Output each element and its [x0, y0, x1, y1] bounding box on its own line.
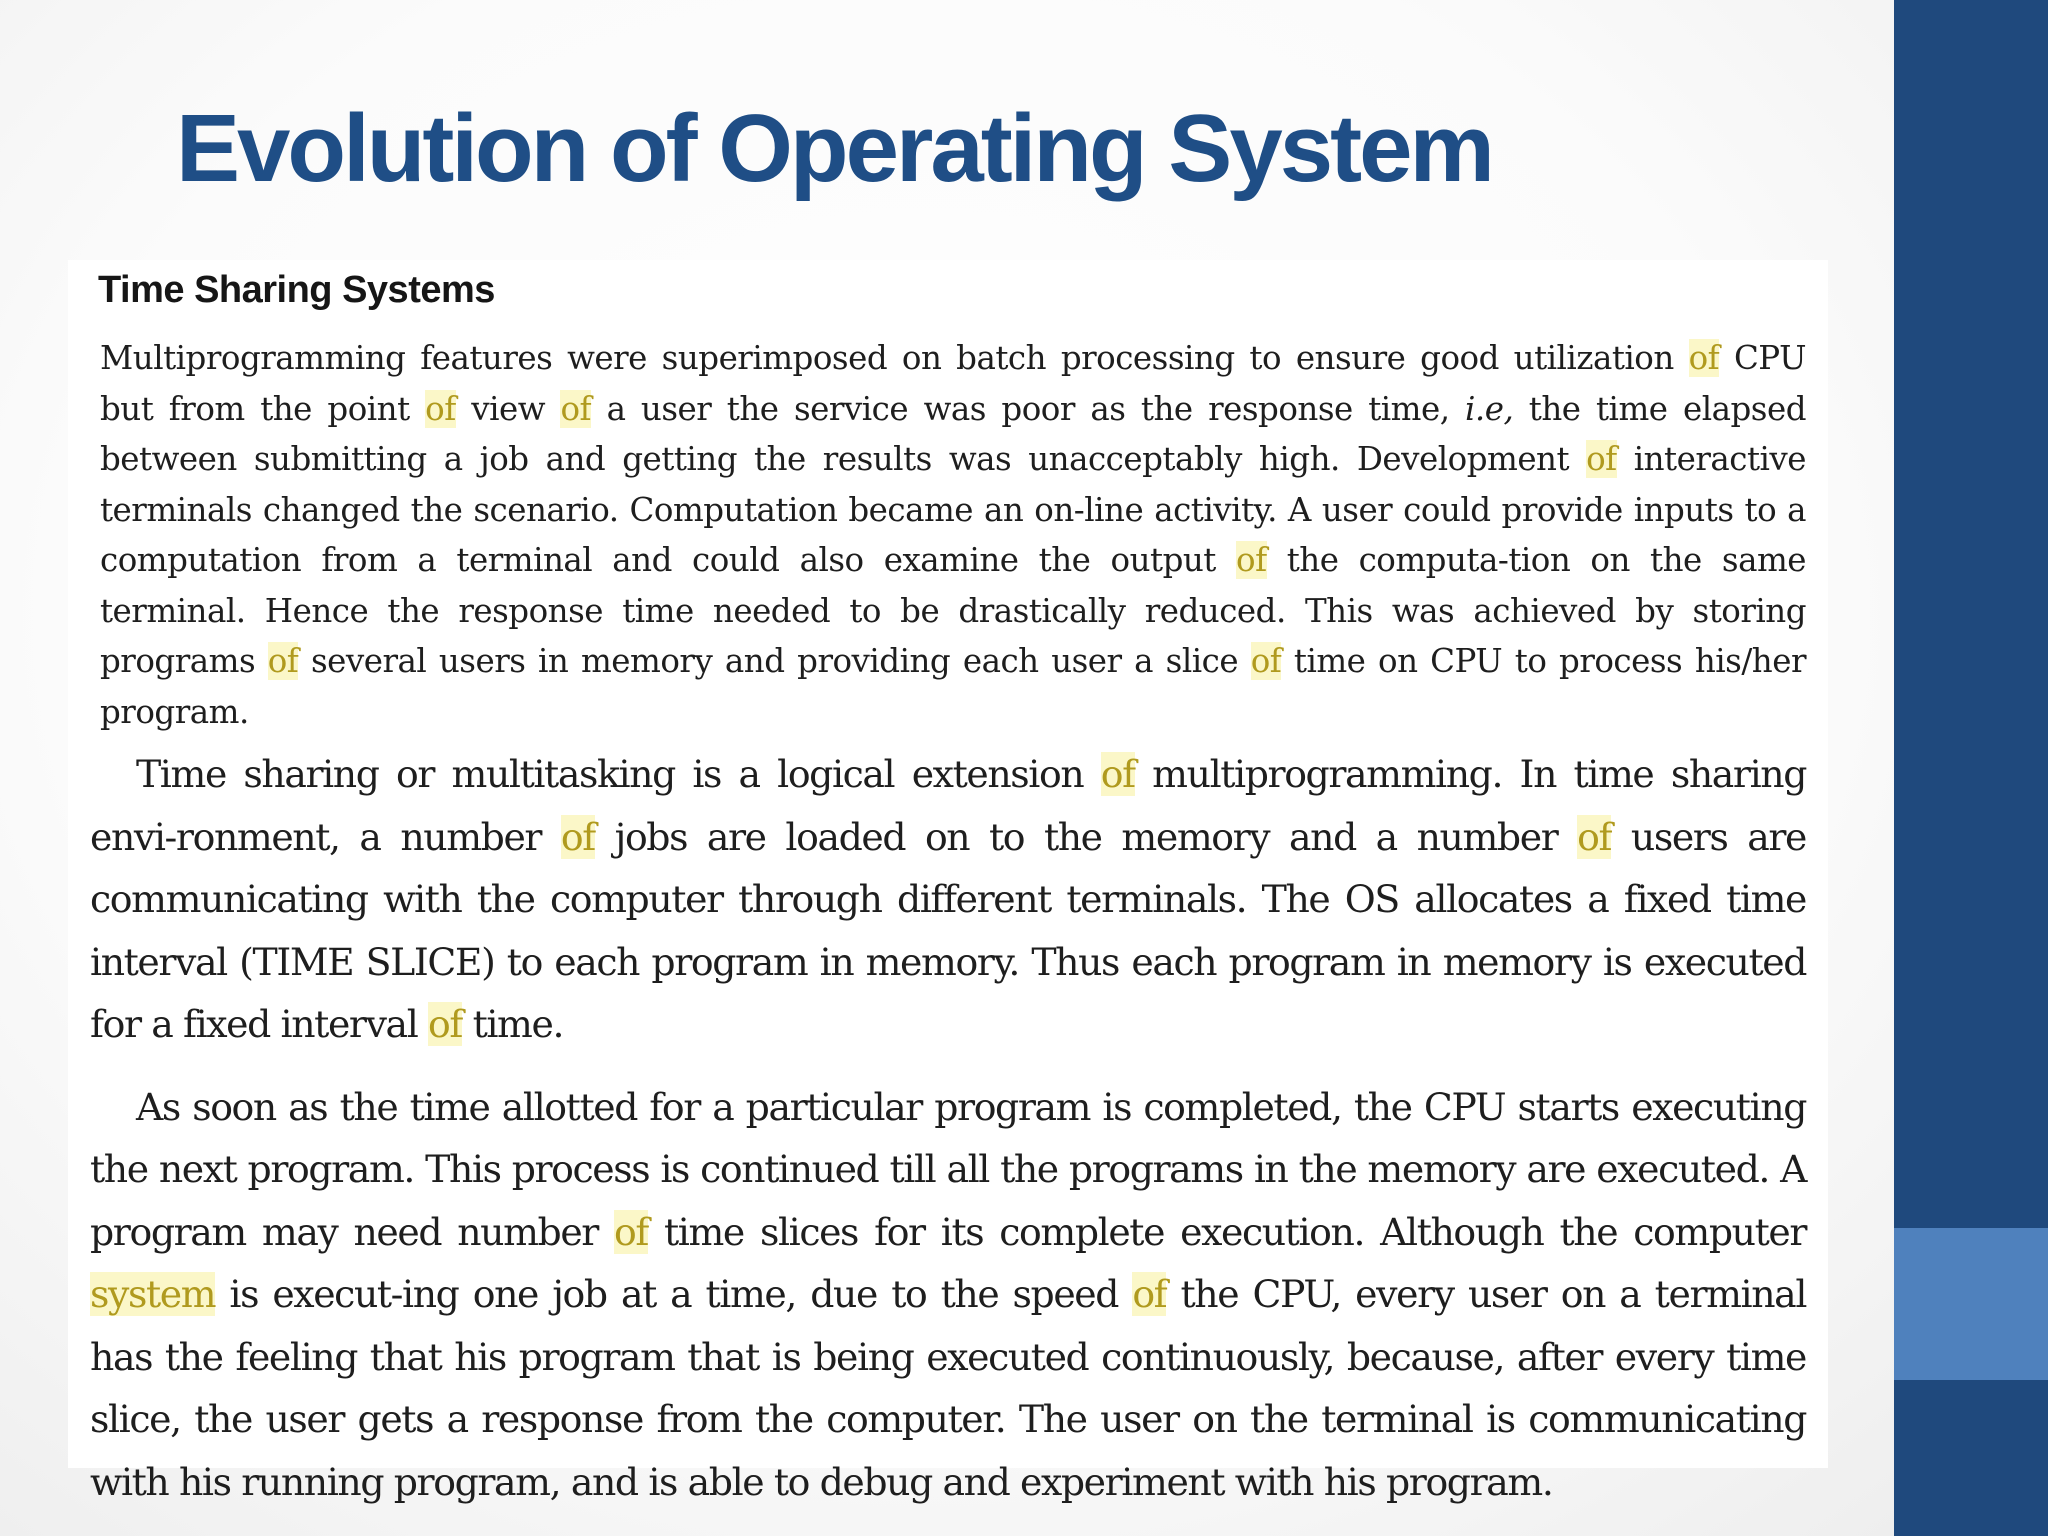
highlighted-word: system: [90, 1272, 216, 1317]
text-run: view: [455, 389, 561, 428]
text-run: a user the service was poor as the response time,: [591, 389, 1466, 428]
highlighted-word: of: [560, 389, 592, 428]
paragraph-3: [90, 1076, 1806, 1514]
text-run: Multiprogramming features were superimposed on batch processing to ensure good utilization: [100, 339, 1689, 378]
text-run: the time elapsed between submitting a job and getting the results was unacceptably high. Development: [100, 389, 1806, 479]
highlighted-word: of: [1250, 642, 1282, 681]
highlighted-word: of: [1100, 752, 1135, 797]
text-run: time on CPU to process his/her program.: [100, 642, 1806, 731]
text-run: time.: [461, 1002, 564, 1047]
paragraph-2: [90, 743, 1806, 1056]
text-run: users are communicating with the computer through different terminals. The OS allocates a fixed time interval (TIME SLICE) to each program in memory. Thus each program in memory is executed for a fixed interval: [90, 814, 1806, 1047]
text-run: jobs are loaded on to the memory and a number: [594, 814, 1578, 859]
highlighted-word: of: [1688, 339, 1720, 378]
text-run: several users in memory and providing each user a slice: [298, 642, 1251, 681]
scanned-text-excerpt: [68, 260, 1828, 1504]
text-run: is execut-ing one job at a time, due to the speed: [215, 1272, 1133, 1317]
highlighted-word: of: [267, 642, 299, 681]
highlighted-word: of: [428, 1002, 462, 1047]
text-run: time slices for its complete execution. Although the computer: [647, 1209, 1806, 1254]
highlighted-word: of: [1132, 1272, 1167, 1317]
highlighted-word: of: [1577, 814, 1612, 859]
text-run: the computa-tion on the same terminal. Hence the response time needed to be drastically reduced. This was achieved by storing programs: [100, 541, 1807, 681]
paragraph-1: [100, 333, 1806, 737]
highlighted-word: of: [1586, 440, 1617, 479]
italic-text: i.e,: [1465, 389, 1514, 428]
highlighted-word: of: [614, 1209, 648, 1254]
right-accent-block: [1894, 1228, 2048, 1380]
text-run: multiprogramming. In time sharing envi-ronment, a number: [90, 752, 1807, 859]
section-heading: Time Sharing Systems: [98, 269, 495, 311]
text-run: As soon as the time allotted for a particular program is completed, the CPU starts executing the next program. This process is continued till all the programs in the memory are executed. A program may need number: [90, 1084, 1806, 1254]
text-run: interactive terminals changed the scenario. Computation became an on-line activity. A user could provide inputs to a computation from a terminal and could also examine the output: [100, 440, 1806, 580]
highlighted-word: of: [1236, 541, 1267, 580]
highlighted-word: of: [425, 389, 456, 428]
slide-title: Evolution of Operating System: [176, 95, 1492, 202]
text-run: the CPU, every user on a terminal has the feeling that his program that is being executed continuously, because, after every time slice, the user gets a response from the computer. The user on the terminal is communicating with his running program, and is able to debug and experiment with his program.: [90, 1272, 1807, 1504]
text-run: Time sharing or multitasking is a logical extension: [136, 752, 1101, 797]
text-run: CPU but from the point: [100, 339, 1806, 428]
highlighted-word: of: [560, 814, 595, 859]
